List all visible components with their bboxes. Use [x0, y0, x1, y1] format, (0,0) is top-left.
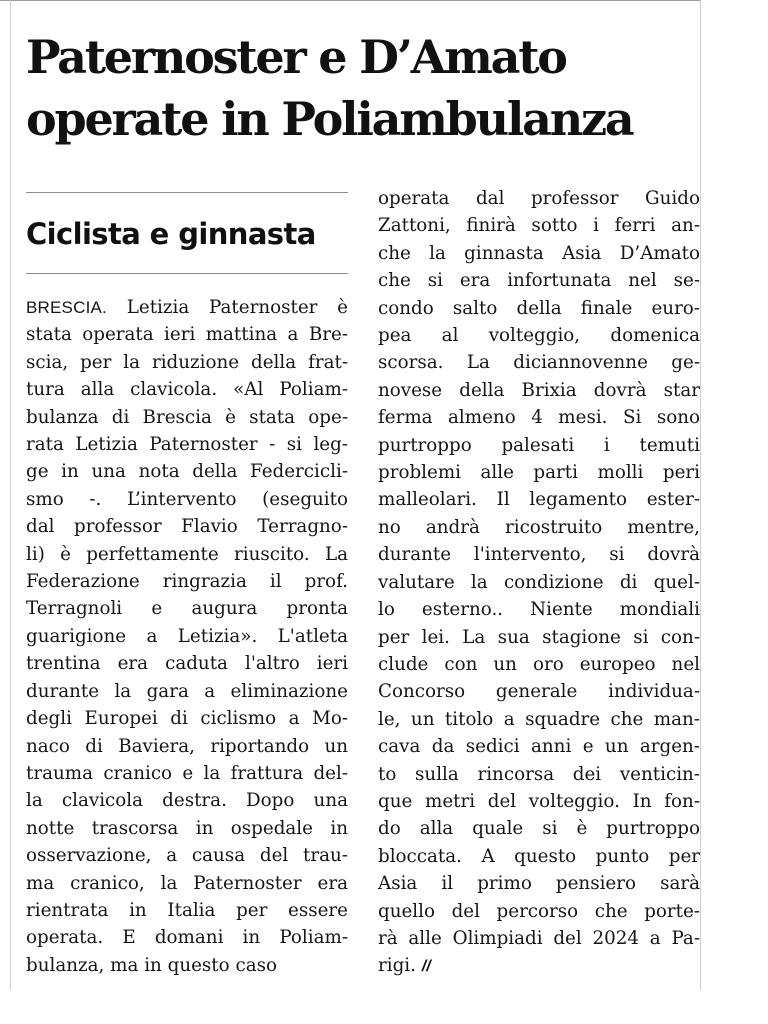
text-line — [378, 185, 700, 212]
article-column-left — [26, 294, 348, 979]
text-line-content: durante la gara a eliminazione — [26, 680, 348, 702]
text-line — [378, 486, 700, 513]
text-line — [26, 924, 348, 951]
text-line-content: Federazione ringrazia il prof. — [26, 571, 348, 593]
text-line-content: Letizia Paternoster è — [106, 297, 348, 318]
text-line — [26, 513, 348, 540]
text-line-content: rata Letizia Paternoster - si leg- — [26, 434, 348, 456]
end-mark: // — [421, 958, 431, 976]
text-line-content: bulanza di Brescia è stata ope- — [26, 406, 348, 428]
text-line — [378, 322, 700, 349]
text-line — [378, 624, 700, 651]
text-line — [378, 404, 700, 431]
text-line — [378, 240, 700, 267]
text-line — [26, 568, 348, 595]
text-line-content: scorsa. La diciannovenne ge- — [378, 352, 700, 374]
text-line — [378, 706, 700, 733]
text-line — [26, 842, 348, 869]
text-line — [378, 678, 700, 705]
text-line-content: le, un titolo a squadre che man- — [378, 708, 700, 730]
text-line — [378, 432, 700, 459]
text-line-content: che si era infortunata nel se- — [378, 270, 700, 292]
text-line — [378, 651, 700, 678]
text-line-content: rà alle Olimpiadi del 2024 a Pa- — [378, 927, 700, 949]
subheadline: Ciclista e ginnasta — [26, 217, 316, 251]
text-line-content: Zattoni, finirà sotto i ferri an- — [378, 215, 700, 237]
text-line — [26, 376, 348, 403]
text-line-content: notte trascorsa in ospedale in — [26, 817, 348, 839]
text-line-content: durante l'intervento, si dovrà — [378, 544, 700, 566]
left-border-rule — [10, 0, 11, 990]
text-line-content: ge in una nota della Federcicli- — [26, 461, 348, 483]
text-line — [378, 459, 700, 486]
text-line-content: smo -. L’intervento (eseguito — [26, 488, 348, 510]
text-line — [26, 733, 348, 760]
text-line — [26, 404, 348, 431]
text-line-content: novese della Brixia dovrà star — [378, 379, 700, 401]
text-line-content: tura alla clavicola. «Al Poliam- — [26, 379, 348, 401]
text-line — [378, 596, 700, 623]
text-line-content: bloccata. A questo punto per — [378, 845, 700, 867]
text-line — [26, 897, 348, 924]
text-line — [26, 815, 348, 842]
text-line-content: problemi alle parti molli peri — [378, 462, 700, 484]
text-line — [378, 870, 700, 897]
text-line — [26, 678, 348, 705]
text-line-content: rientrata in Italia per essere — [26, 899, 348, 921]
text-line-content: quello del percorso che porte- — [378, 900, 700, 922]
text-line-content: condo salto della finale euro- — [378, 297, 700, 319]
text-line — [378, 843, 700, 870]
text-line-content: trauma cranico e la frattura del- — [26, 762, 348, 784]
text-line — [378, 761, 700, 788]
text-line — [26, 321, 348, 348]
subheadline-top-rule — [26, 192, 348, 193]
text-line-content: che la ginnasta Asia D’Amato — [378, 242, 700, 264]
text-line — [378, 952, 700, 980]
text-line-content: rigi. — [378, 955, 422, 977]
text-line — [26, 541, 348, 568]
text-line-content: la clavicola destra. Dopo una — [26, 790, 348, 812]
text-line-content: naco di Baviera, riportando un — [26, 735, 348, 757]
text-line — [378, 815, 700, 842]
text-line-content: operata. E domani in Poliam- — [26, 927, 348, 949]
text-line — [378, 733, 700, 760]
text-line — [26, 431, 348, 458]
text-line-content: purtroppo palesati i temuti — [378, 434, 700, 456]
text-line-content: valutare la condizione di quel- — [378, 571, 700, 593]
top-border-rule — [0, 0, 700, 1]
text-line-content: operata dal professor Guido — [378, 188, 700, 209]
text-line-content: cava da sedici anni e un argen- — [378, 736, 700, 758]
text-line-content: per lei. La sua stagione si con- — [378, 626, 700, 648]
text-line-content: degli Europei di ciclismo a Mo- — [26, 708, 348, 730]
text-line-content: do alla quale si è purtroppo — [378, 818, 700, 840]
text-line — [26, 787, 348, 814]
text-line-content: lo esterno.. Niente mondiali — [378, 599, 700, 621]
text-line-content: pea al volteggio, domenica — [378, 325, 700, 347]
article-column-right — [378, 185, 700, 981]
text-line-content: guarigione a Letizia». L'atleta — [26, 625, 348, 647]
text-line-content: scia, per la riduzione della frat- — [26, 351, 348, 373]
text-line-content: que metri del volteggio. In fon- — [378, 790, 700, 812]
text-line — [378, 212, 700, 239]
headline-line: Paternoster e D’Amato — [26, 30, 566, 84]
text-line-content: bulanza, ma in questo caso — [26, 954, 277, 976]
text-line — [378, 267, 700, 294]
text-line — [26, 760, 348, 787]
text-line-content: Terragnoli e augura pronta — [26, 598, 348, 620]
headline-line: operate in Poliambulanza — [26, 92, 633, 146]
text-line-content: stata operata ieri mattina a Bre- — [26, 324, 348, 346]
headline — [26, 26, 706, 150]
dateline: BRESCIA. — [26, 298, 107, 317]
text-line — [378, 898, 700, 925]
text-line — [26, 650, 348, 677]
subheadline-bottom-rule — [26, 273, 348, 274]
text-line — [26, 952, 348, 979]
text-line — [26, 458, 348, 485]
text-line — [26, 705, 348, 732]
text-line — [26, 623, 348, 650]
text-line — [378, 541, 700, 568]
text-line-content: malleolari. Il legamento ester- — [378, 489, 700, 511]
text-line — [378, 569, 700, 596]
text-line — [378, 295, 700, 322]
text-line — [378, 377, 700, 404]
text-line-content: trentina era caduta l'altro ieri — [26, 653, 348, 675]
text-line-content: Asia il primo pensiero sarà — [378, 873, 700, 895]
text-line — [378, 788, 700, 815]
text-line-content: Concorso generale individua- — [378, 681, 700, 703]
text-line-content: to sulla rincorsa dei venticin- — [378, 763, 700, 785]
text-line — [26, 349, 348, 376]
text-line-content: osservazione, a causa del trau- — [26, 845, 348, 867]
text-line-content: dal professor Flavio Terragno- — [26, 516, 348, 538]
text-line — [26, 595, 348, 622]
text-line — [378, 925, 700, 952]
text-line-content: ferma almeno 4 mesi. Si sono — [378, 407, 700, 429]
text-line — [26, 294, 348, 321]
text-line-content: no andrà ricostruito mentre, — [378, 516, 700, 538]
text-line-content: clude con un oro europeo nel — [378, 653, 700, 675]
text-line — [378, 514, 700, 541]
text-line-content: ma cranico, la Paternoster era — [26, 872, 348, 894]
text-line — [378, 349, 700, 376]
text-line-content: li) è perfettamente riuscito. La — [26, 543, 348, 565]
text-line — [26, 870, 348, 897]
text-line — [26, 486, 348, 513]
